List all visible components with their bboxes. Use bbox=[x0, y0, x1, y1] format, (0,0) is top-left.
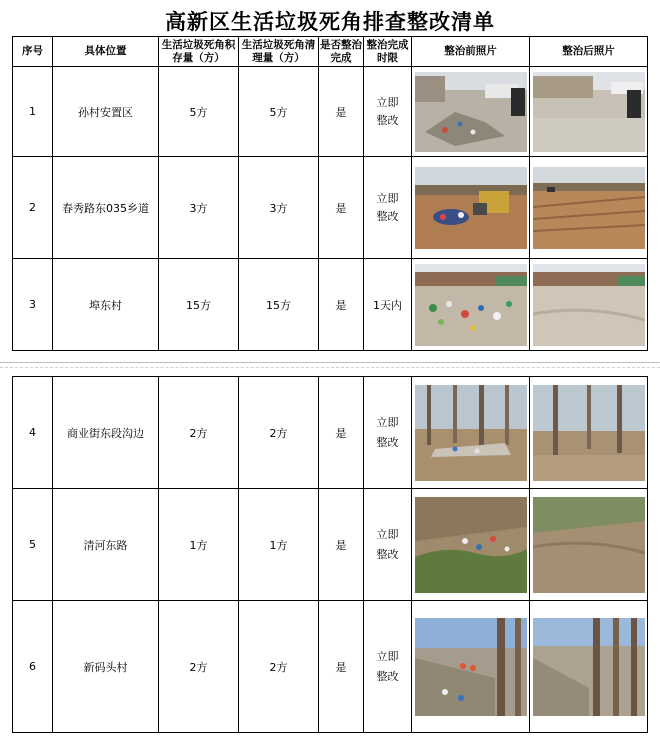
after-photo bbox=[533, 167, 645, 249]
after-photo bbox=[533, 497, 645, 593]
row-index: 2 bbox=[13, 157, 53, 259]
before-photo bbox=[415, 264, 527, 346]
row-index: 1 bbox=[13, 67, 53, 157]
before-photo bbox=[415, 385, 527, 481]
table-row bbox=[13, 259, 648, 351]
after-photo-cell bbox=[530, 157, 648, 259]
table-row bbox=[13, 377, 648, 489]
row-stock: 2方 bbox=[159, 601, 239, 733]
after-photo-cell bbox=[530, 67, 648, 157]
row-stock: 15方 bbox=[159, 259, 239, 351]
row-location: 春秀路东035乡道 bbox=[53, 157, 159, 259]
row-cleared: 3方 bbox=[239, 157, 319, 259]
row-stock: 2方 bbox=[159, 377, 239, 489]
row-stock: 5方 bbox=[159, 67, 239, 157]
before-photo-cell bbox=[412, 377, 530, 489]
after-photo bbox=[533, 618, 645, 716]
before-photo bbox=[415, 72, 527, 152]
table-row bbox=[13, 601, 648, 733]
table-row bbox=[13, 67, 648, 157]
row-index: 4 bbox=[13, 377, 53, 489]
table-row bbox=[13, 157, 648, 259]
row-done: 是 bbox=[319, 377, 364, 489]
table-row bbox=[13, 489, 648, 601]
row-stock: 1方 bbox=[159, 489, 239, 601]
row-done: 是 bbox=[319, 259, 364, 351]
row-cleared: 2方 bbox=[239, 601, 319, 733]
header-before-photo: 整治前照片 bbox=[412, 37, 530, 67]
row-deadline: 立即整改 bbox=[364, 377, 412, 489]
header-after-photo: 整治后照片 bbox=[530, 37, 648, 67]
row-done: 是 bbox=[319, 601, 364, 733]
before-photo bbox=[415, 618, 527, 716]
row-cleared: 5方 bbox=[239, 67, 319, 157]
after-photo bbox=[533, 72, 645, 152]
header-done: 是否整治完成 bbox=[319, 37, 364, 67]
row-deadline: 立即整改 bbox=[364, 601, 412, 733]
row-location: 清河东路 bbox=[53, 489, 159, 601]
row-location: 商业街东段沟边 bbox=[53, 377, 159, 489]
after-photo bbox=[533, 264, 645, 346]
row-index: 3 bbox=[13, 259, 53, 351]
row-location: 新码头村 bbox=[53, 601, 159, 733]
header-index: 序号 bbox=[13, 37, 53, 67]
header-location: 具体位置 bbox=[53, 37, 159, 67]
row-deadline: 立即整改 bbox=[364, 67, 412, 157]
row-deadline: 1天内 bbox=[364, 259, 412, 351]
row-index: 6 bbox=[13, 601, 53, 733]
row-done: 是 bbox=[319, 157, 364, 259]
row-deadline: 立即整改 bbox=[364, 489, 412, 601]
after-photo-cell bbox=[530, 489, 648, 601]
row-deadline: 立即整改 bbox=[364, 157, 412, 259]
header-deadline: 整治完成时限 bbox=[364, 37, 412, 67]
row-stock: 3方 bbox=[159, 157, 239, 259]
row-cleared: 15方 bbox=[239, 259, 319, 351]
before-photo bbox=[415, 167, 527, 249]
row-index: 5 bbox=[13, 489, 53, 601]
before-photo-cell bbox=[412, 489, 530, 601]
row-done: 是 bbox=[319, 67, 364, 157]
page-divider bbox=[0, 362, 660, 363]
before-photo bbox=[415, 497, 527, 593]
row-done: 是 bbox=[319, 489, 364, 601]
table-header-row bbox=[13, 37, 648, 67]
after-photo-cell bbox=[530, 377, 648, 489]
after-photo bbox=[533, 385, 645, 481]
page-title: 高新区生活垃圾死角排查整改清单 bbox=[165, 9, 495, 34]
row-location: 孙村安置区 bbox=[53, 67, 159, 157]
after-photo-cell bbox=[530, 259, 648, 351]
row-location: 埠东村 bbox=[53, 259, 159, 351]
row-cleared: 2方 bbox=[239, 377, 319, 489]
checklist-table-part-2 bbox=[12, 376, 648, 733]
after-photo-cell bbox=[530, 601, 648, 733]
header-cleared: 生活垃圾死角清理量（方） bbox=[239, 37, 319, 67]
before-photo-cell bbox=[412, 157, 530, 259]
checklist-table-part-1 bbox=[12, 36, 648, 351]
header-stock: 生活垃圾死角积存量（方） bbox=[159, 37, 239, 67]
before-photo-cell bbox=[412, 601, 530, 733]
before-photo-cell bbox=[412, 259, 530, 351]
page-divider-dashed bbox=[0, 367, 660, 368]
row-cleared: 1方 bbox=[239, 489, 319, 601]
before-photo-cell bbox=[412, 67, 530, 157]
